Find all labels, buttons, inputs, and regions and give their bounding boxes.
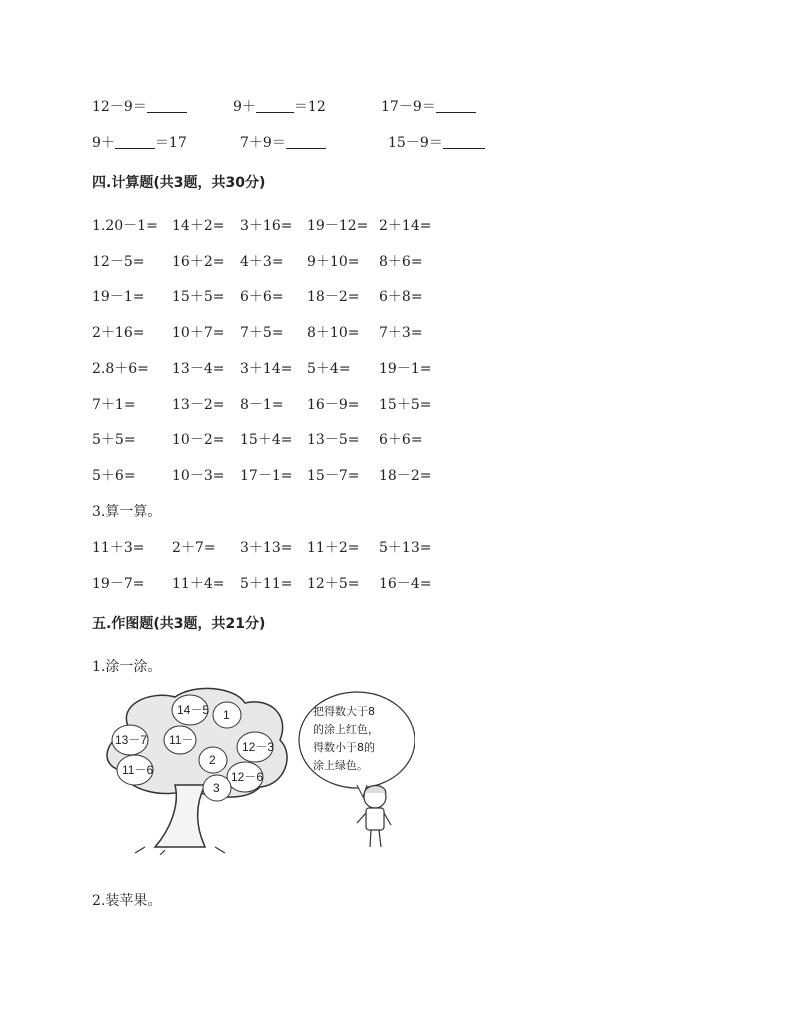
calc-item: 10＋7= (172, 325, 225, 342)
blank-item-2-3 (388, 132, 485, 152)
calc-item: 5＋5= (92, 432, 136, 449)
calc-item: 15＋5= (379, 396, 432, 413)
expression-text: 9＋ (233, 99, 256, 115)
calc-item: 11＋4= (172, 575, 225, 592)
question-3-label: 3.算一算。 (92, 504, 162, 520)
answer-blank[interactable] (115, 134, 155, 149)
question-1-label: 1.涂一涂。 (92, 659, 162, 675)
calc-item: 10－3= (172, 468, 225, 485)
calc-item: 5＋11= (240, 575, 293, 592)
expression-text: 15－9＝ (388, 135, 443, 151)
blank-item-1-3 (381, 96, 476, 116)
calc-item: 16－9= (307, 396, 360, 413)
answer-blank[interactable] (256, 98, 294, 113)
calc-item: 11＋3= (92, 540, 145, 556)
calc-item: 9＋10= (307, 253, 360, 270)
calc-item: 8＋6= (379, 253, 423, 270)
calc-item: 2＋7= (172, 540, 216, 556)
apple-label: 13－7 (115, 733, 148, 747)
question-2-label: 2.装苹果。 (92, 893, 162, 909)
expression-text: 12－9＝ (92, 99, 147, 115)
calc-item: 18－2= (379, 468, 432, 485)
calc-item: 3＋16= (240, 218, 293, 234)
tree-trunk (155, 785, 205, 847)
calc-item: 3＋13= (240, 540, 293, 556)
answer-blank[interactable] (286, 134, 326, 149)
calc-item: 7＋5= (240, 325, 284, 342)
calc-item: 3＋14= (240, 361, 293, 377)
calc-item: 19－1= (92, 289, 145, 306)
answer-blank[interactable] (436, 98, 476, 113)
calc-item: 5＋13= (379, 540, 432, 556)
blank-item-2-1 (92, 132, 187, 152)
calc-item: 6＋6= (240, 289, 284, 306)
speech-line: 的涂上红色， (313, 723, 379, 736)
apple-label: 11－ (169, 733, 194, 747)
section-5-title: 五.作图题(共3题，共21分) (92, 616, 266, 632)
calc-item: 13－2= (172, 396, 225, 413)
apple-label: 12－6 (231, 770, 264, 784)
expression-text: 7＋9＝ (240, 135, 286, 151)
expression-text: 9＋ (92, 135, 115, 151)
expression-text: ＝17 (154, 135, 187, 151)
calc-item: 1.20－1= (92, 218, 158, 234)
calc-item: 15－7= (307, 468, 360, 485)
blank-item-1-1 (92, 96, 187, 116)
calc-item: 5＋4= (307, 361, 351, 377)
apple-label: 1 (223, 708, 230, 722)
apple-label: 14－5 (177, 703, 210, 717)
speech-line: 得数小于8的 (313, 741, 375, 754)
calc-item: 19－7= (92, 575, 145, 592)
calc-item: 5＋6= (92, 468, 136, 485)
calc-item: 15＋4= (240, 432, 293, 449)
blank-item-1-2 (233, 96, 326, 116)
expression-text: 17－9＝ (381, 99, 436, 115)
apple-label: 3 (213, 781, 220, 795)
calc-item: 16＋2= (172, 253, 225, 270)
calc-item: 12－5= (92, 253, 145, 270)
calc-item: 8－1= (240, 396, 284, 413)
calc-item: 12＋5= (307, 575, 360, 592)
apple-label: 2 (209, 753, 216, 767)
speech-line: 把得数大于8 (313, 705, 375, 718)
calc-item: 6＋6= (379, 432, 423, 449)
calc-item: 19－12= (307, 218, 369, 234)
calc-item: 10－2= (172, 432, 225, 449)
apple-label: 12－3 (242, 740, 275, 754)
expression-text: ＝12 (293, 99, 326, 115)
calc-item: 11＋2= (307, 540, 360, 556)
answer-blank[interactable] (147, 98, 187, 113)
speech-line: 涂上绿色。 (313, 759, 368, 772)
answer-blank[interactable] (443, 134, 485, 149)
apple-label: 11－6 (122, 763, 154, 777)
calc-item: 7＋1= (92, 396, 136, 413)
calc-item: 2＋14= (379, 218, 432, 234)
blank-item-2-2 (240, 132, 326, 152)
calc-item: 7＋3= (379, 325, 423, 342)
calc-item: 4＋3= (240, 253, 284, 270)
calc-item: 18－2= (307, 289, 360, 306)
calc-item: 14＋2= (172, 218, 225, 234)
calc-item: 13－4= (172, 361, 225, 377)
calc-item: 2.8＋6= (92, 361, 149, 377)
grass-mark (135, 847, 225, 855)
calc-item: 13－5= (307, 432, 360, 449)
calc-item: 15＋5= (172, 289, 225, 306)
calc-item: 8＋10= (307, 325, 360, 342)
calc-item: 6＋8= (379, 289, 423, 306)
calc-item: 2＋16= (92, 325, 145, 342)
tree-illustration (95, 685, 415, 855)
calc-item: 16－4= (379, 575, 432, 592)
calc-item: 19－1= (379, 361, 432, 377)
section-4-title: 四.计算题(共3题，共30分) (92, 175, 266, 191)
calc-item: 17－1= (240, 468, 293, 485)
